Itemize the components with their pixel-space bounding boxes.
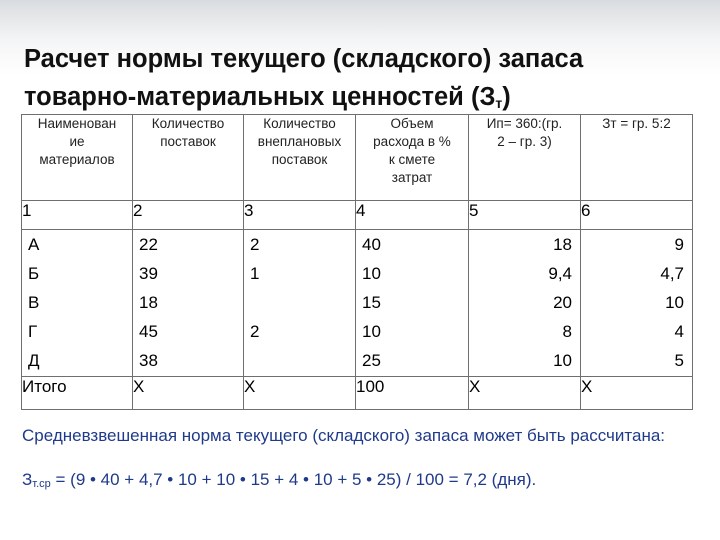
interval-cell [469, 230, 581, 377]
slide-title [24, 40, 704, 122]
table-cell [244, 288, 355, 317]
header-text: Количество поставок [151, 116, 225, 149]
table-cell: В [28, 293, 40, 312]
total-cell: Х [581, 377, 693, 410]
title-subscript: т [495, 95, 503, 111]
table-cell [244, 346, 355, 375]
total-cell: 100 [356, 377, 469, 410]
unplanned-cell [244, 230, 356, 377]
title-line-1: Расчет нормы текущего (складского) запаса [24, 45, 584, 73]
total-cell: Х [244, 377, 356, 410]
total-row [22, 377, 693, 410]
table-cell: 10 [362, 264, 381, 283]
header-row [22, 115, 693, 201]
table-cell: Г [28, 322, 38, 341]
table-cell: 10 [553, 351, 572, 370]
table-cell: А [28, 235, 40, 254]
table-cell: 8 [562, 322, 572, 341]
name-cell [22, 230, 133, 377]
share-cell [356, 230, 469, 377]
header-text: Наименован ие материалов [37, 116, 117, 167]
table-cell: 20 [553, 293, 572, 312]
deliveries-cell [133, 230, 244, 377]
header-material-name [22, 115, 133, 201]
table-cell: 38 [139, 351, 158, 370]
table-cell: 2 [250, 235, 260, 254]
formula-symbol: З [22, 470, 33, 489]
title-line-2-text: товарно-материальных ценностей (З [24, 83, 496, 111]
header-share [356, 115, 469, 201]
total-cell: Х [469, 377, 581, 410]
header-text: Зт = гр. 5:2 [602, 116, 671, 131]
formula-subscript: т.ср [32, 478, 51, 490]
header-norm [581, 115, 693, 201]
header-unplanned [244, 115, 356, 201]
title-line-2-close: ) [502, 83, 511, 111]
weighted-norm-formula [22, 470, 712, 490]
header-text: Ип= 360:(гр. 2 – гр. 3) [486, 116, 563, 149]
table-cell: 25 [362, 351, 381, 370]
table-cell: 9,4 [548, 264, 572, 283]
table-cell: 15 [362, 293, 381, 312]
norm-cell [581, 230, 693, 377]
table-cell: 40 [362, 235, 381, 254]
formula-body: = (9 • 40 + 4,7 • 10 + 10 • 15 + 4 • 10 + 5 • 25) / 100 = 7,2 (дня). [50, 470, 537, 489]
header-interval [469, 115, 581, 201]
table-cell: 18 [139, 293, 158, 312]
column-number: 5 [469, 201, 581, 230]
table-cell: 45 [139, 322, 158, 341]
table-cell: 5 [674, 351, 684, 370]
footer-text: Средневзвешенная норма текущего (складского) запаса может быть рассчитана: [22, 426, 666, 445]
total-cell: Итого [22, 377, 133, 410]
total-cell: Х [133, 377, 244, 410]
header-deliveries [133, 115, 244, 201]
column-number: 6 [581, 201, 693, 230]
table-cell: Д [28, 351, 40, 370]
header-text: Количество внеплановых поставок [257, 116, 342, 167]
table-cell: 22 [139, 235, 158, 254]
table-cell: 4 [674, 322, 684, 341]
table-cell: 10 [362, 322, 381, 341]
column-number: 1 [22, 201, 133, 230]
table-cell: 1 [250, 264, 260, 283]
column-number: 3 [244, 201, 356, 230]
table-cell: 4,7 [660, 264, 684, 283]
table-cell: 10 [665, 293, 684, 312]
table-cell: 18 [553, 235, 572, 254]
table-cell: 9 [674, 235, 684, 254]
column-number: 4 [356, 201, 469, 230]
table-cell: Б [28, 264, 40, 283]
column-number-row [22, 201, 693, 230]
table-cell: 2 [250, 322, 260, 341]
column-number: 2 [133, 201, 244, 230]
data-row [22, 230, 693, 377]
calculation-table [21, 114, 693, 410]
table-cell: 39 [139, 264, 158, 283]
header-text: Объем расхода в % к смете затрат [373, 116, 451, 185]
